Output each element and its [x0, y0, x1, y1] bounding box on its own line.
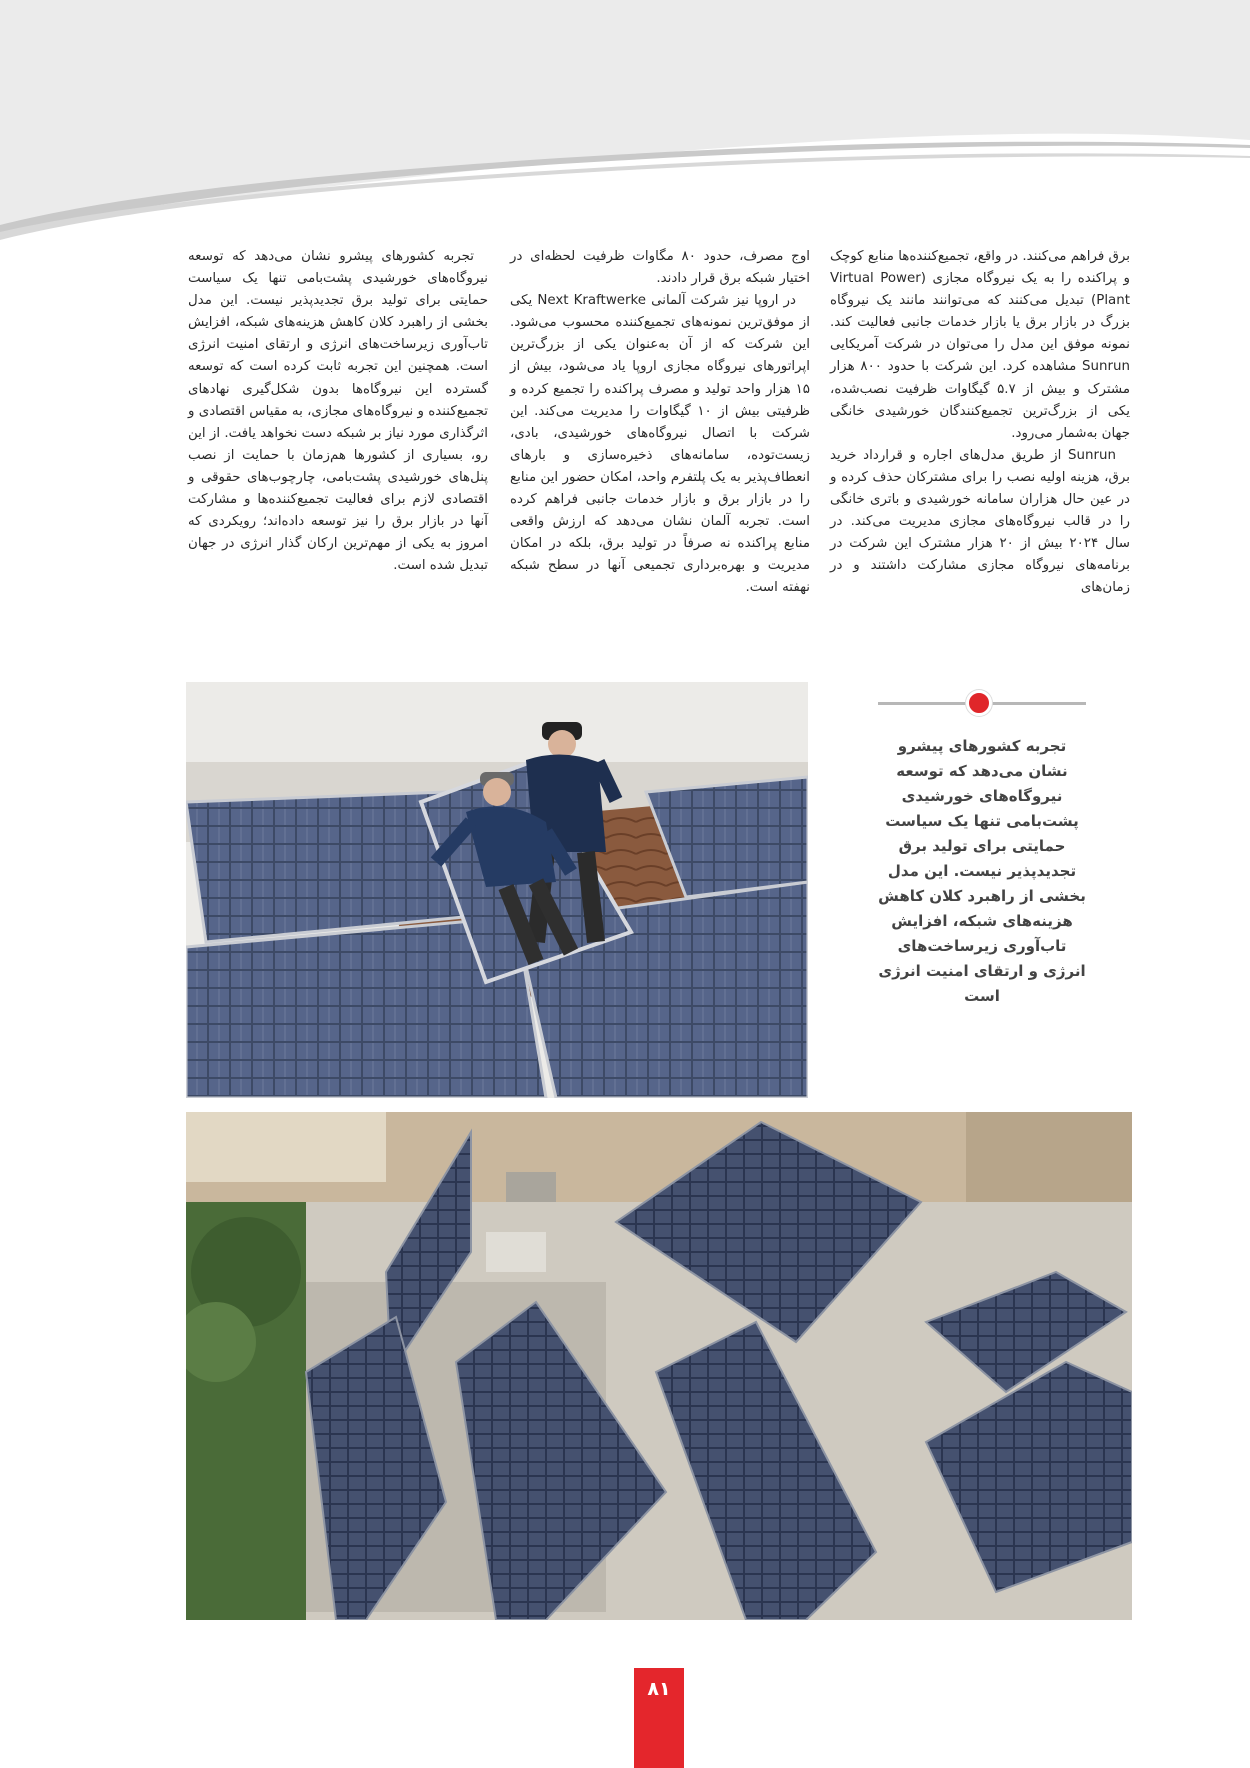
page-number-tab	[634, 1668, 684, 1768]
paragraph: اوج مصرف، حدود ۸۰ مگاوات ظرفیت لحظه‌ای در اختیار شبکه برق قرار دادند.	[510, 249, 811, 287]
paragraph: Sunrun از طریق مدل‌های اجاره و قرارداد خرید برق، هزینه اولیه نصب را برای مشترکان حذف کرده و در عین حال هزاران سامانه خورشیدی و باتری خانگی را در قالب نیروگاه‌های مجازی مدیریت می‌کند. در سال ۲۰۲۴ بیش از ۲۰ هزار مشترک این شرکت در برنامه‌های نیروگاه مجازی مشارکت داشتند و در زمان‌های	[830, 447, 1131, 596]
photo-workers-installing-panels	[186, 682, 808, 1098]
paragraph: تجربه کشورهای پیشرو نشان می‌دهد که توسعه نیروگاه‌های خورشیدی پشت‌بامی تنها یک سیاست حمایتی برای تولید برق تجدیدپذیر نیست. این مدل بخشی از راهبرد کلان کاهش هزینه‌های شبکه، افزایش تاب‌آوری زیرساخت‌های انرژی و ارتقای امنیت انرژی است. همچنین این تجربه ثابت کرده است که توسعه گسترده این نیروگاه‌ها بدون شکل‌گیری نهادهای تجمیع‌کننده و نیروگاه‌های مجازی، به مقیاس اقتصادی و اثرگذاری مورد نیاز بر شبکه دست نخواهد یافت. از این رو، بسیاری از کشورها هم‌زمان با حمایت از نصب پنل‌های خورشیدی پشت‌بامی، چارچوب‌های حقوقی و اقتصادی لازم برای فعالیت تجمیع‌کننده‌ها و مشارکت آنها در بازار برق را نیز توسعه داده‌اند؛ رویکردی که امروز به یکی از مهم‌ترین ارکان گذار انرژی در جهان تبدیل شده است.	[187, 249, 488, 574]
text-column-right	[830, 246, 1130, 600]
photo-rooftop-solar-array	[186, 1112, 1132, 1620]
text-column-middle	[510, 246, 810, 600]
page-number: ۸۱	[647, 1678, 671, 1700]
pull-quote	[878, 690, 1086, 1070]
paragraph: در اروپا نیز شرکت آلمانی Next Kraftwerke یکی از موفق‌ترین نمونه‌های تجمیع‌کننده محسوب می‌شود. این شرکت که از آن به‌عنوان یکی از بزرگ‌ترین اپراتورهای نیروگاه مجازی اروپا یاد می‌شود، بیش از ۱۵ هزار واحد تولید و مصرف پراکنده را تجمیع کرده و ظرفیتی بیش از ۱۰ گیگاوات را مدیریت می‌کند. این شرکت با اتصال نیروگاه‌های خورشیدی، بادی، زیست‌توده، سامانه‌های ذخیره‌سازی و بارهای انعطاف‌پذیر به یک پلتفرم واحد، امکان حضور این منابع را در بازار برق و بازار خدمات جانبی فراهم کرده است. تجربه آلمان نشان می‌دهد که ارزش واقعی منابع پراکنده نه صرفاً در تولید برق، بلکه در امکان مدیریت و بهره‌برداری تجمیعی آنها در سطح شبکه نهفته است.	[510, 293, 810, 596]
quote-dot-icon	[966, 690, 992, 716]
header-decoration	[0, 0, 1250, 240]
text-column-left	[188, 246, 488, 577]
paragraph: برق فراهم می‌کنند. در واقع، تجمیع‌کننده‌ها منابع کوچک و پراکنده را به یک نیروگاه مجازی (Virtual Power Plant) تبدیل می‌کنند که می‌توانند مانند یک نیروگاه بزرگ در بازار برق یا بازار خدمات جانبی فعالیت کند. نمونه موفق این مدل را می‌توان در شرکت آمریکایی Sunrun مشاهده کرد. این شرکت با حدود ۸۰۰ هزار مشترک و بیش از ۵.۷ گیگاوات ظرفیت نصب‌شده، یکی از بزرگ‌ترین تجمیع‌کنندگان خورشیدی خانگی جهان به‌شمار می‌رود.	[830, 249, 1130, 441]
pull-quote-text: تجربه کشورهای پیشرو نشان می‌دهد که توسعه نیروگاه‌های خورشیدی پشت‌بامی تنها یک سیاست حمایتی برای تولید برق تجدیدپذیر نیست. این مدل بخشی از راهبرد کلان کاهش هزینه‌های شبکه، افزایش تاب‌آوری زیرساخت‌های انرژی و ارتقای امنیت انرژی است	[878, 737, 1086, 1005]
